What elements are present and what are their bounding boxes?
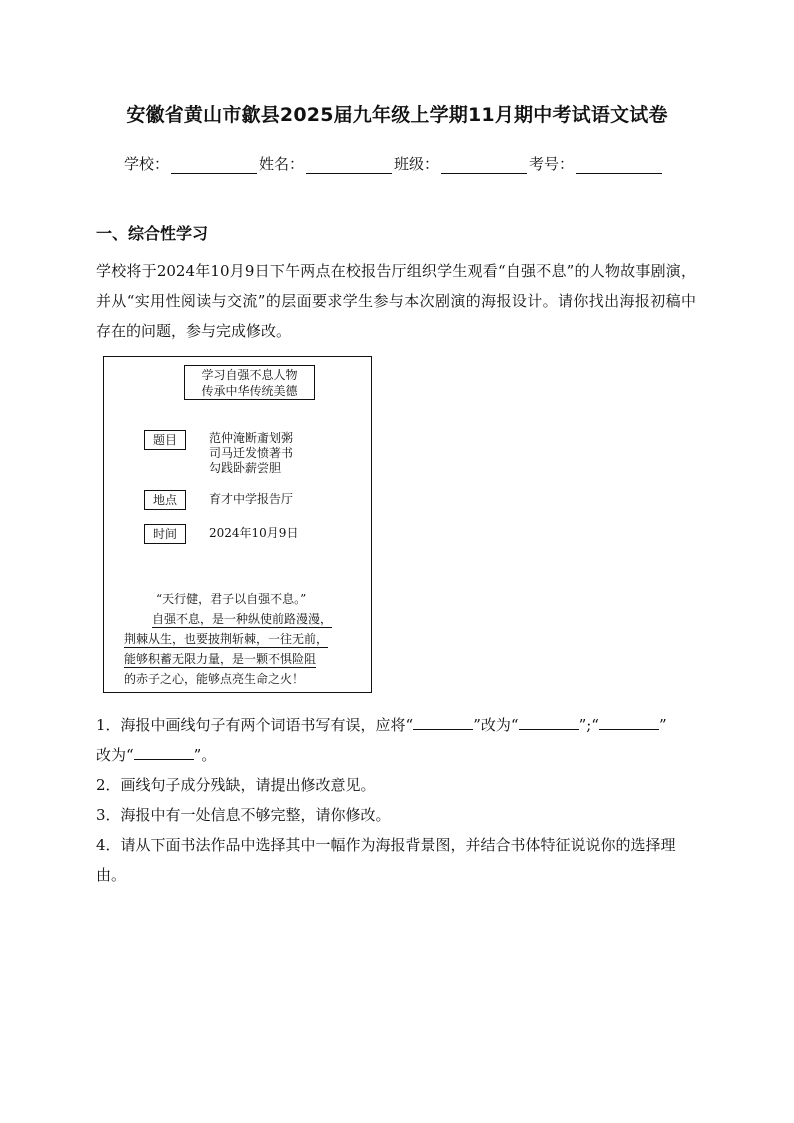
poster-draft (103, 356, 372, 693)
section-title: 一、综合性学习 (96, 224, 209, 243)
answer-blank[interactable] (519, 713, 579, 730)
time-value: 2024年10月9日 (209, 526, 299, 540)
topic-item: 范仲淹断齑划粥 (209, 431, 294, 445)
quote-line-underlined: 能够积蓄无限力量，是一颗不惧险阻 (124, 652, 317, 666)
time-tag: 时间 (144, 524, 186, 544)
topic-tag: 题目 (144, 430, 186, 450)
poster-heading-line2: 传承中华传统美德 (201, 384, 298, 398)
name-label: 姓名： (259, 155, 305, 173)
school-blank[interactable] (171, 157, 257, 174)
quote-line: “天行健，君子以自强不息。” (156, 592, 307, 606)
question-4: 4．请从下面书法作品中选择其中一幅作为海报背景图，并结合书体特征说说你的选择理由。 (96, 836, 676, 884)
class-label: 班级： (394, 155, 440, 173)
question-1: 1．海报中画线句子有两个词语书写有误，应将“ ”改为“ ”;“ ” 改为“ ”。 (96, 710, 696, 770)
question-2: 2．画线句子成分残缺，请提出修改意见。 (96, 776, 376, 794)
topic-item: 勾践卧薪尝胆 (209, 461, 282, 475)
poster-heading (184, 365, 315, 400)
place-value: 育才中学报告厅 (209, 492, 294, 506)
answer-blank[interactable] (413, 713, 473, 730)
answer-blank[interactable] (134, 743, 194, 760)
name-blank[interactable] (306, 157, 392, 174)
answer-blank[interactable] (599, 713, 659, 730)
topic-item: 司马迁发愤著书 (209, 446, 294, 460)
exam-title: 安徽省黄山市歙县2025届九年级上学期11月期中考试语文试卷 (126, 104, 668, 126)
quote-line-underlined: 自强不息，是一种纵使前路漫漫， (152, 612, 333, 626)
quote-line: 的赤子之心，能够点亮生命之火！ (124, 672, 305, 686)
number-label: 考号： (529, 155, 575, 173)
question-3: 3．海报中有一处信息不够完整，请你修改。 (96, 806, 391, 824)
number-blank[interactable] (576, 157, 662, 174)
quote-line-underlined: 荆棘从生，也要披荆斩棘，一往无前， (124, 632, 329, 646)
class-blank[interactable] (441, 157, 527, 174)
topic-list (209, 431, 293, 476)
place-tag: 地点 (144, 490, 186, 510)
question-list (96, 710, 696, 890)
poster-quote (124, 589, 364, 689)
poster-heading-line1: 学习自强不息人物 (201, 368, 298, 382)
school-label: 学校： (124, 155, 170, 173)
student-info-row (124, 153, 684, 174)
intro-paragraph: 学校将于2024年10月9日下午两点在校报告厅组织学生观看“自强不息”的人物故事剧演，并从“实用性阅读与交流”的层面要求学生参与本次剧演的海报设计。请你找出海报初稿中存在的问题，参与完成修改。 (96, 262, 696, 340)
